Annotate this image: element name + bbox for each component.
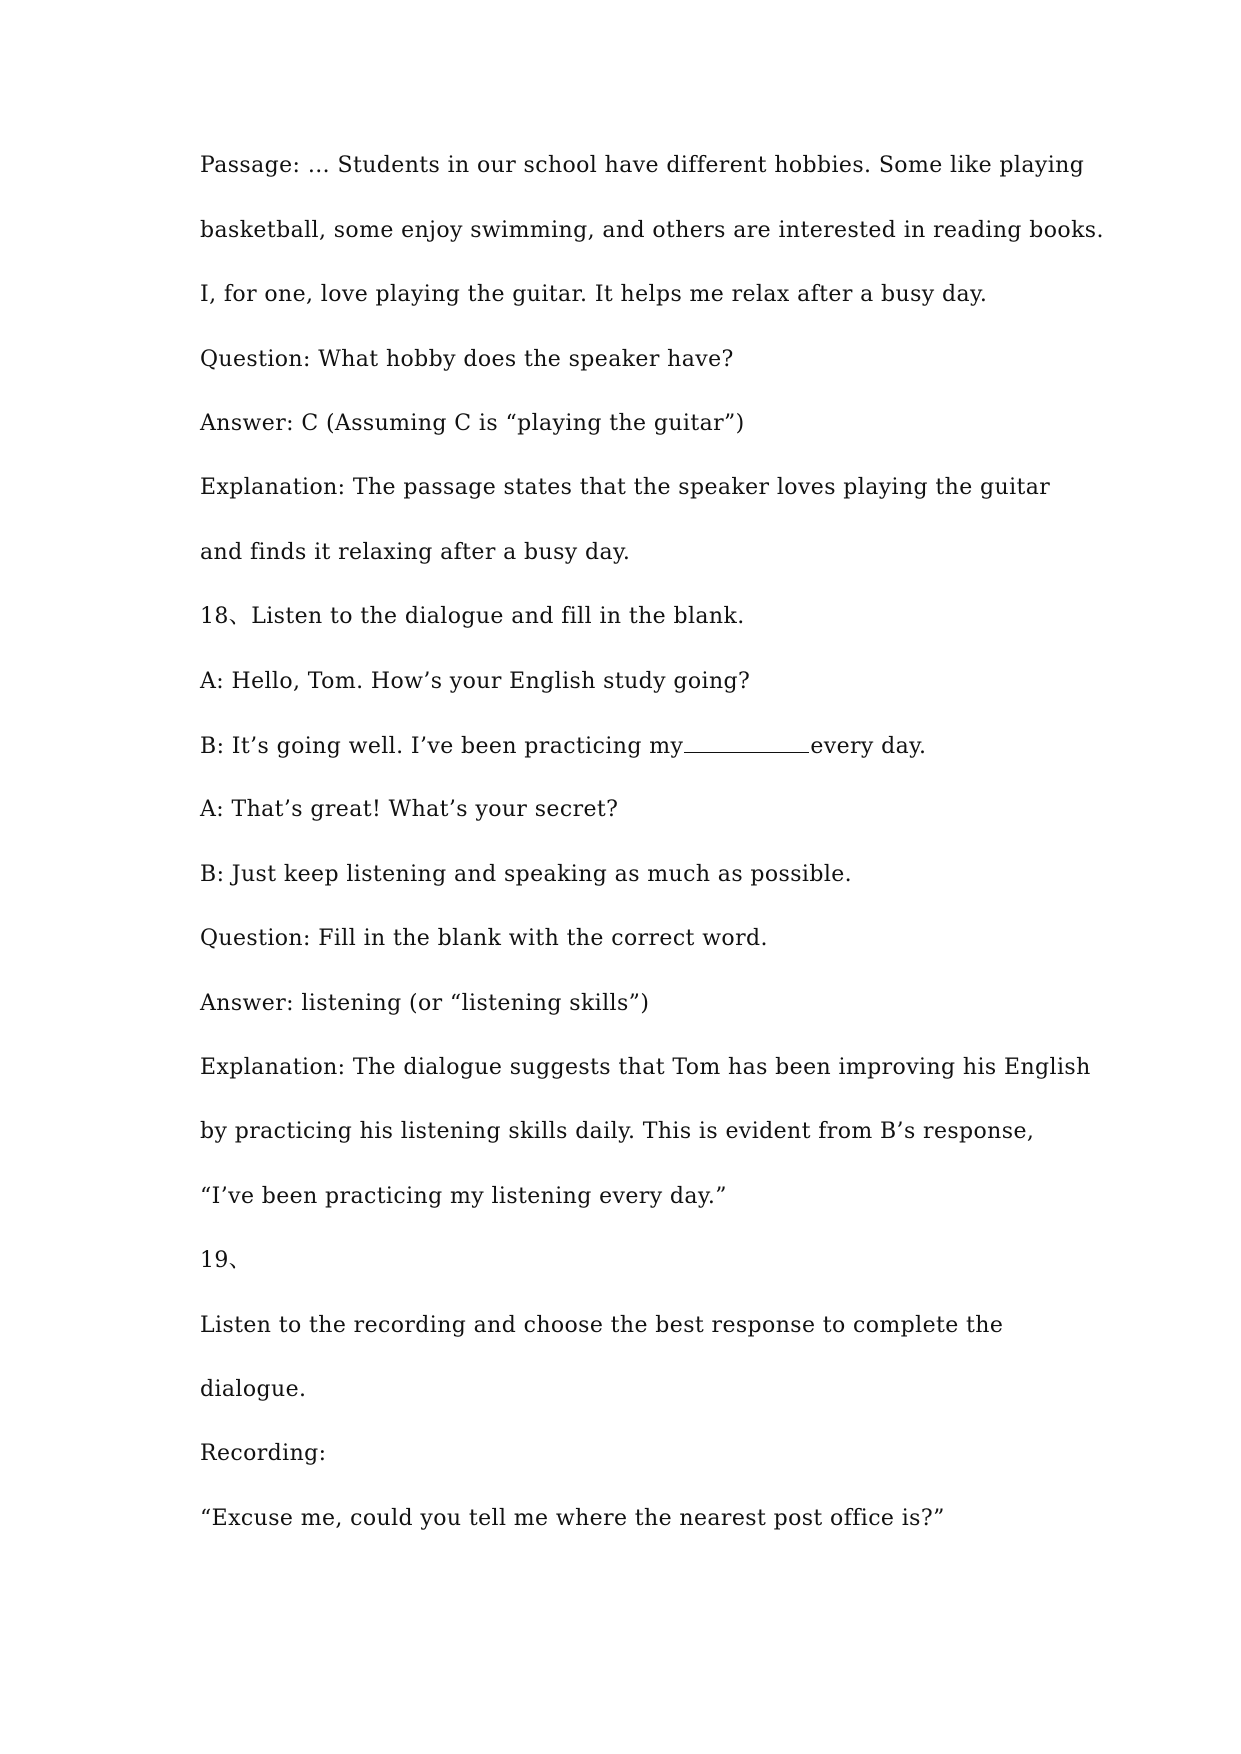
explanation-18-line-1: Explanation: The dialogue suggests that Tom has been improving his English (200, 1055, 1091, 1080)
question-18: Question: Fill in the blank with the correct word. (200, 926, 768, 951)
explanation-17-line-2: and finds it relaxing after a busy day. (200, 540, 631, 565)
dialogue-line-b1 (200, 726, 1100, 766)
passage-line-2: basketball, some enjoy swimming, and others are interested in reading books. (200, 218, 1104, 243)
recording-label: Recording: (200, 1441, 327, 1466)
dialogue-line-a2: A: That’s great! What’s your secret? (200, 797, 619, 822)
dialogue-line-b2: B: Just keep listening and speaking as much as possible. (200, 862, 853, 887)
question-18-heading: 18、Listen to the dialogue and fill in the blank. (200, 604, 745, 629)
explanation-17-line-1: Explanation: The passage states that the speaker loves playing the guitar (200, 475, 1051, 500)
question-19-instruction-line-1: Listen to the recording and choose the best response to complete the (200, 1313, 1004, 1338)
recording-text: “Excuse me, could you tell me where the nearest post office is?” (200, 1506, 945, 1531)
dialogue-line-b1-start: B: It’s going well. I’ve been practicing my (200, 734, 684, 759)
dialogue-line-b1-end: every day. (810, 734, 927, 759)
passage-line-1: Passage: … Students in our school have different hobbies. Some like playing (200, 153, 1085, 178)
explanation-18-line-2: by practicing his listening skills daily. This is evident from B’s response, (200, 1119, 1035, 1144)
fill-in-blank (684, 726, 809, 753)
question-17: Question: What hobby does the speaker have? (200, 347, 734, 372)
explanation-18-line-3: “I’ve been practicing my listening every day.” (200, 1184, 727, 1209)
answer-18: Answer: listening (or “listening skills”) (200, 991, 650, 1016)
answer-17: Answer: C (Assuming C is “playing the guitar”) (200, 411, 745, 436)
dialogue-line-a1: A: Hello, Tom. How’s your English study going? (200, 669, 751, 694)
question-19-instruction-line-2: dialogue. (200, 1377, 307, 1402)
passage-line-3: I, for one, love playing the guitar. It helps me relax after a busy day. (200, 282, 988, 307)
question-19-number: 19、 (200, 1248, 252, 1273)
